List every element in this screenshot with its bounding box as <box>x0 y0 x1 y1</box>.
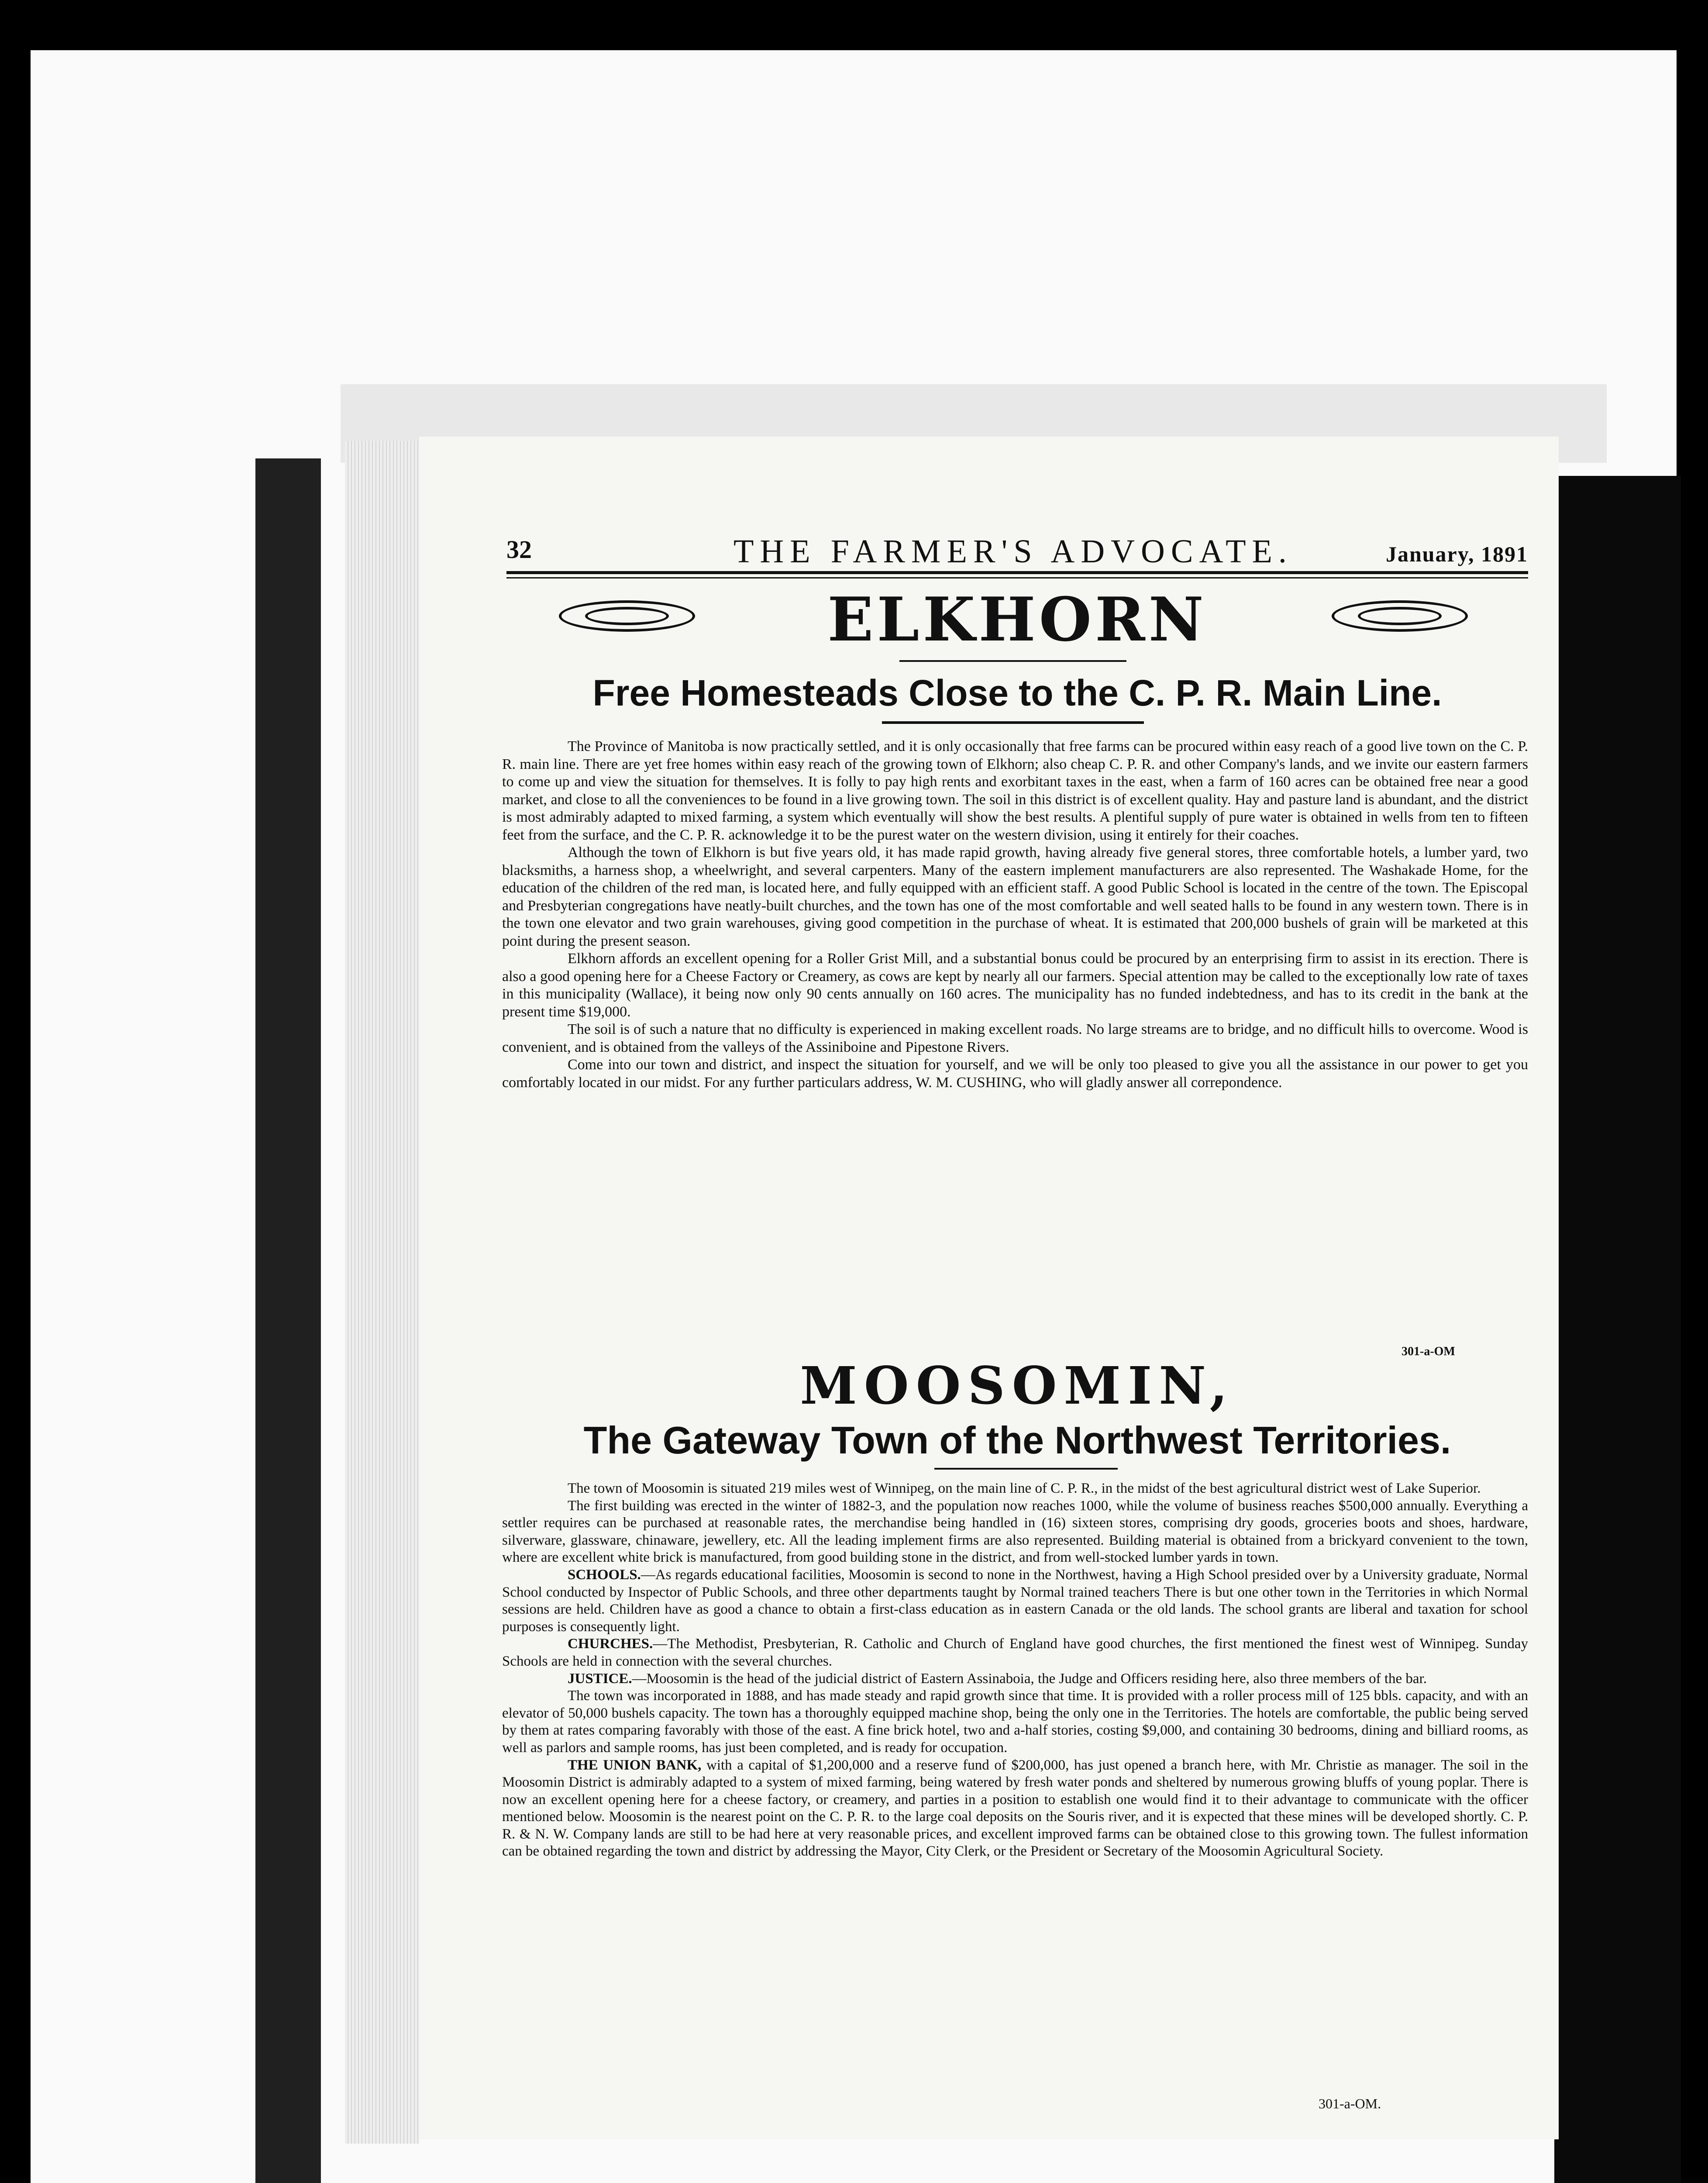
moosomin-paragraph <box>502 1670 1528 1688</box>
elkhorn-title: ELKHORN <box>827 584 1207 655</box>
elkhorn-subtitle: Free Homesteads Close to the C. P. R. Main Line. <box>592 672 1442 713</box>
moosomin-article <box>502 1480 1528 1860</box>
book-spine-shadow <box>255 458 321 2183</box>
page-stack-edges <box>345 441 419 2144</box>
paragraph-text: —Moosomin is the head of the judicial district of Eastern Assinaboia, the Judge and Officers residing here, also three members of the bar. <box>632 1670 1427 1687</box>
paragraph-text: The town of Moosomin is situated 219 miles west of Winnipeg, on the main line of C. P. R., in the midst of the best agricultural district west of Lake Superior. <box>568 1481 1481 1496</box>
scan-border-top <box>0 0 1708 50</box>
paragraph-lead: CHURCHES. <box>568 1636 653 1652</box>
book-cover-edge <box>1554 476 1681 2183</box>
page-number: 32 <box>506 535 532 564</box>
header-rule-thin <box>506 577 1528 578</box>
publication-title: THE FARMER'S ADVOCATE. <box>733 533 1293 570</box>
elkhorn-paragraph: The Province of Manitoba is now practically settled, and it is only occasionally that free farms can be procured within easy reach of a good live town on the C. P. R. main line. There are yet free homes within easy reach of the growing town of Elkhorn; also cheap C. P. R. and other Company's lands, and we invite our eastern farmers to come up and view the situation for themselves. It is folly to pay high rents and exorbitant taxes in the east, when a farm of 160 acres can be obtained free near a good market, and close to all the conveniences to be found in a live growing town. The soil in this district is of excellent quality. Hay and pasture land is abundant, and the district is most admirably adapted to mixed farming, a system which eventually will show the best results. A plentiful supply of pure water is obtained in wells from ten to fifteen feet from the surface, and the C. P. R. acknowledge it to be the purest water on the western division, using it entirely for their coaches. <box>502 738 1528 843</box>
paragraph-text: —The Methodist, Presbyterian, R. Catholic and Church of England have good churches, the first mentioned the finest west of Winnipeg. Sunday Schools are held in connection with the several churches. <box>502 1636 1528 1669</box>
paragraph-text: —As regards educational facilities, Moosomin is second to none in the Northwest, having a High School presided over by a University graduate, Normal School conducted by Inspector of Public Schools, and three other departments taught by Normal trained teachers There is but one other town in the Territories in which Normal sessions are held. Children have as good a chance to obtain a first-class education as in eastern Canada or the old lands. The school grants are liberal and taxation for school purposes is consequently light. <box>502 1567 1528 1635</box>
moosomin-paragraph <box>502 1636 1528 1670</box>
paragraph-text: The town was incorporated in 1888, and has made steady and rapid growth since that time. It is provided with a roller process mill of 125 bbls. capacity, and with an elevator of 50,000 bushels capacity. The town has a thoroughly equipped machine shop, being the only one in the Territories. The hotels are comfortable, the public being served by them at rates comparing favorably with those of the east. A fine brick hotel, two and a-half stories, costing $9,000, and containing 30 bedrooms, dining and billiard rooms, as well as parlors and sample rooms, has just been completed, and is ready for occupation. <box>502 1688 1528 1756</box>
paragraph-text: with a capital of $1,200,000 and a reserve fund of $200,000, has just opened a branch here, with Mr. Christie as manager. The soil in the Moosomin District is admirably adapted to a system of mixed farming, being watered by fresh water ponds and sheltered by numerous growing bluffs of young poplar. There is now an excellent opening here for a cheese factory, or creamery, and parties in a position to establish one would find it to their advantage to communicate with the officer mentioned below. Moosomin is the nearest point on the C. P. R. to the large coal deposits on the Souris river, and it is expected that these mines will be developed shortly. C. P. R. & N. W. Company lands are still to be had here at very reasonable prices, and excellent improved farms can be obtained close to this growing town. The fullest information can be obtained regarding the town and district by addressing the Mayor, City Clerk, or the President or Secretary of the Moosomin Agricultural Society. <box>502 1757 1528 1859</box>
elkhorn-paragraph: Elkhorn affords an excellent opening for a Roller Grist Mill, and a substantial bonus could be procured by an enterprising firm to assist in its erection. There is also a good opening here for a Cheese Factory or Creamery, as cows are kept by nearly all our farmers. Special attention may be called to the exceptionally low rate of taxes in this municipality (Wallace), it being now only 90 cents annually on 160 acres. The municipality has no funded indebtedness, and has to its credit in the bank at the present time $19,000. <box>502 950 1528 1020</box>
title-underline <box>899 660 1126 662</box>
page-header <box>506 533 1528 568</box>
elkhorn-article <box>502 738 1528 1092</box>
elkhorn-paragraph: Although the town of Elkhorn is but five years old, it has made rapid growth, having already five general stores, three comfortable hotels, a lumber yard, two blacksmiths, a harness shop, a wheelwright, and several carpenters. Many of the eastern implement manufacturers are also represented. The Washakade Home, for the education of the children of the red man, is located here, and fully equipped with an efficient staff. A good Public School is located in the centre of the town. The Episcopal and Presbyterian congregations have neatly-built churches, and the town has one of the most comfortable and well seated halls to be found in any western town. There is in the town one elevator and two grain warehouses, giving good competition in the purchase of wheat. It is estimated that 200,000 bushels of grain will be marketed at this point during the present season. <box>502 844 1528 949</box>
moosomin-subtitle-underline <box>934 1468 1118 1470</box>
moosomin-subtitle: The Gateway Town of the Northwest Territories. <box>583 1419 1451 1462</box>
elkhorn-paragraph: The soil is of such a nature that no difficulty is experienced in making excellent roads. No large streams are to bridge, and no difficult hills to overcome. Wood is convenient, and is obtained from the valleys of the Assiniboine and Pipestone Rivers. <box>502 1021 1528 1055</box>
paragraph-lead: SCHOOLS. <box>568 1567 641 1583</box>
moosomin-paragraph <box>502 1687 1528 1756</box>
paragraph-text: The first building was erected in the winter of 1882-3, and the population now reaches 1000, while the volume of business reaches $500,000 annually. Everything a settler requires can be purchased at reasonable rates, the merchandise being handled in (16) sixteen stores, comprising dry goods, groceries boots and shoes, hardware, silverware, glassware, chinaware, jewellery, etc. All the leading implement firms are also represented. Building material is obtained from a brickyard convenient to the town, where are excellent white brick is manufactured, from good building stone in the district, and from well-stocked lumber yards in town. <box>502 1498 1528 1566</box>
right-flourish-ornament <box>1332 592 1471 635</box>
paragraph-lead: JUSTICE. <box>568 1670 632 1687</box>
subtitle-underline <box>882 721 1144 724</box>
elkhorn-ad-code: 301-a-OM <box>1402 1345 1455 1358</box>
newspaper-page <box>419 437 1559 2139</box>
moosomin-paragraph <box>502 1757 1528 1861</box>
moosomin-paragraph <box>502 1567 1528 1636</box>
moosomin-paragraph <box>502 1498 1528 1567</box>
moosomin-paragraph <box>502 1480 1528 1498</box>
moosomin-ad-code: 301-a-OM. <box>1319 2096 1381 2111</box>
elkhorn-paragraph: Come into our town and district, and inspect the situation for yourself, and we will be only too pleased to give you all the assistance in our power to get you comfortably located in our midst. For any further particulars address, W. M. CUSHING, who will gladly answer all correpondence. <box>502 1057 1528 1091</box>
moosomin-title: MOOSOMIN, <box>800 1355 1235 1416</box>
paragraph-lead: THE UNION BANK, <box>568 1757 702 1773</box>
issue-date: January, 1891 <box>1385 542 1528 566</box>
header-rule-thick <box>506 571 1528 574</box>
